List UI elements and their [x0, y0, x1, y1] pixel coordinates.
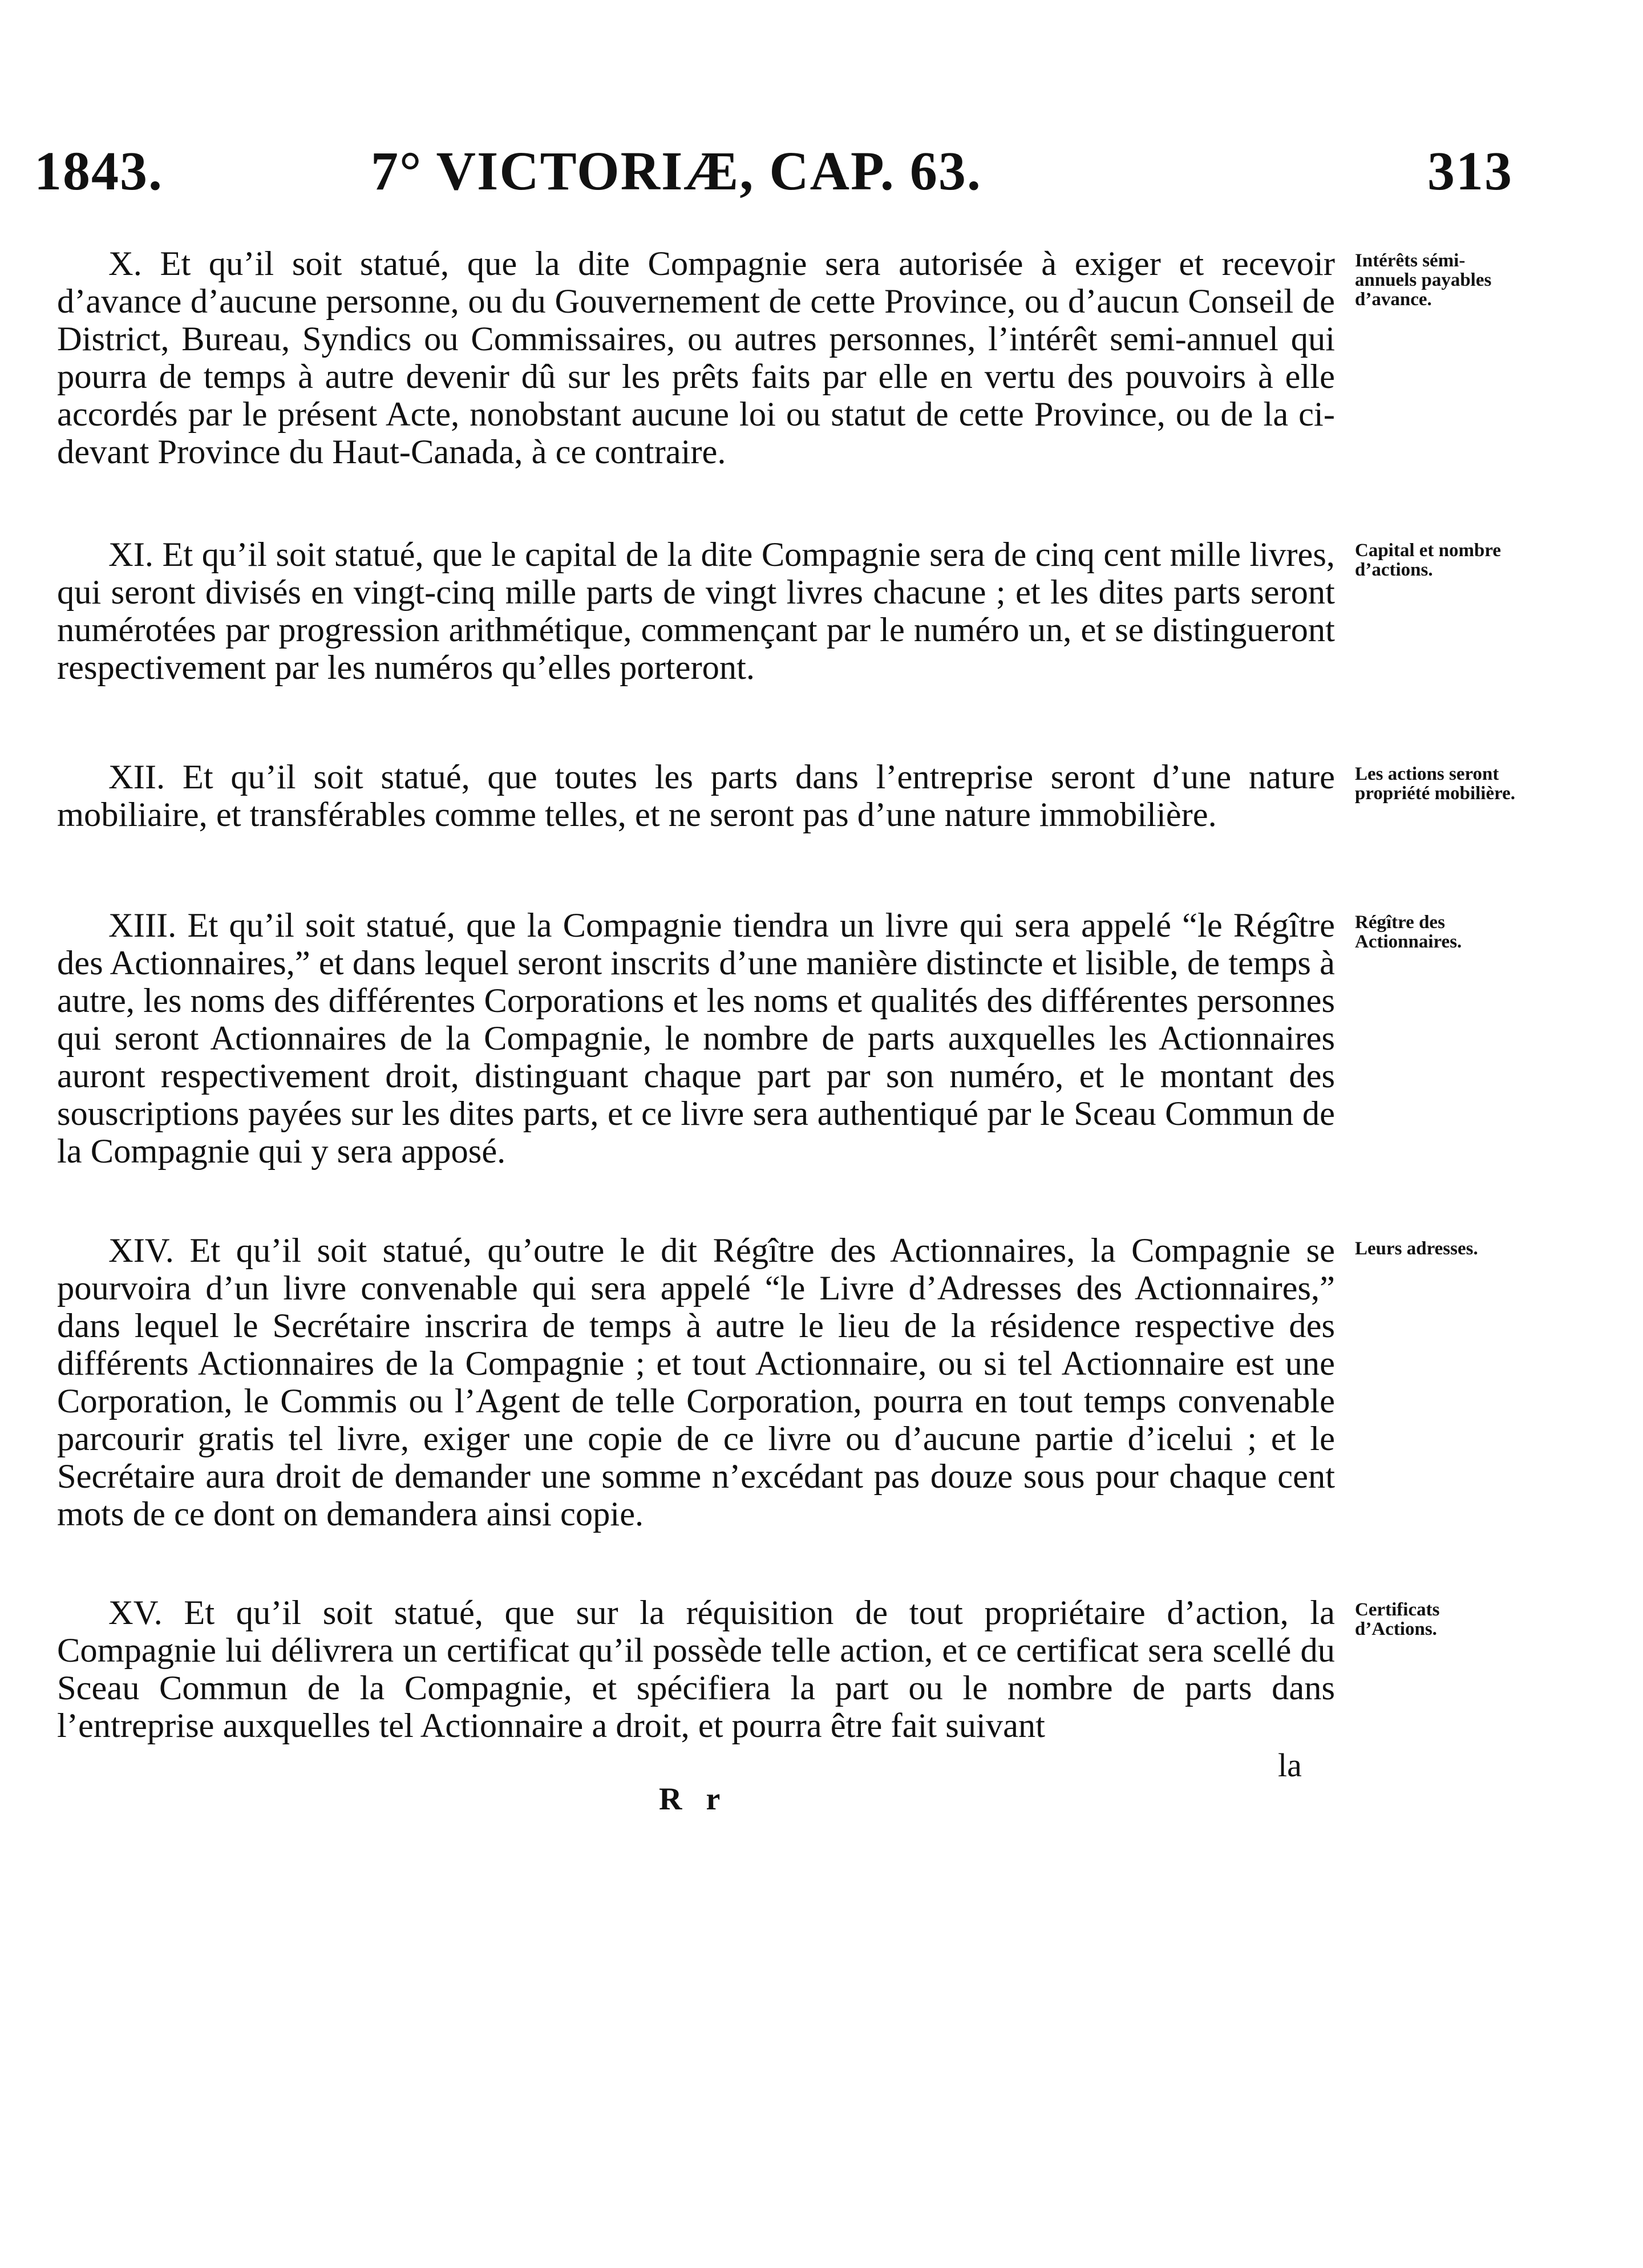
- section-text: Et qu’il soit statué, qu’outre le dit Régître des Actionnaires, la Compagnie se pourvoira d’un livre convenable qui sera appelé “le Livre d’Adresses des Actionnaires,” dans lequel le Secrétaire inscrira de temps à autre le lieu de la résidence respective des différents Actionnaires de la Compagnie ; et tout Actionnaire, ou si tel Actionnaire est une Corporation, le Commis ou l’Agent de telle Corporation, pourra en tout temps convenable parcourir gratis tel livre, exiger une copie de ce livre ou d’aucune partie d’icelui ; et le Secrétaire aura droit de demander une somme n’excédant pas douze sous pour chaque cent mots de ce dont on demandera ainsi copie.: [57, 1232, 1336, 1533]
- section-text: Et qu’il soit statué, que la dite Compagnie sera autorisée à exiger et recevoir d’avance d’aucune personne, ou du Gouvernement de cette Province, ou d’aucun Conseil de District, Bureau, Syndics ou Commissaires, ou autres personnes, l’intérêt semi-annuel qui pourra de temps à autre devenir dû sur les prêts faits par elle en vertu des pouvoirs à elle accordés par le présent Acte, nonobstant aucune loi ou statut de cette Province, ou de la ci-devant Province du Haut-Canada, à ce contraire.: [57, 245, 1336, 471]
- section-paragraph: [57, 536, 1335, 687]
- section-paragraph: [57, 759, 1335, 834]
- section-paragraph: [57, 907, 1335, 1171]
- section-paragraph: [57, 1232, 1335, 1533]
- section-xv: [57, 1594, 1335, 1745]
- section-number: XI.: [108, 536, 153, 574]
- catchword: la: [1278, 1747, 1302, 1784]
- section-text: Et qu’il soit statué, que sur la réquisition de tout propriétaire d’action, la Compagnie lui délivrera un certificat qu’il possède telle action, et ce certificat sera scellé du Sceau Commun de la Compagnie, et spécifiera la part ou le nombre de parts dans l’entreprise auxquelles tel Actionnaire a droit, et pourra être fait suivant: [57, 1594, 1335, 1745]
- margin-note: Régître des Actionnaires.: [1355, 912, 1462, 952]
- margin-note: Les actions seront propriété mobilière.: [1355, 764, 1516, 804]
- section-xi: [57, 536, 1335, 687]
- section-paragraph: [57, 1594, 1335, 1745]
- section-xiv: [57, 1232, 1335, 1533]
- margin-note: Leurs adresses.: [1355, 1238, 1478, 1259]
- section-paragraph: [57, 245, 1335, 471]
- section-text: Et qu’il soit statué, que toutes les parts dans l’entreprise seront d’une nature mobiliaire, et transférables comme telles, et ne seront pas d’une nature immobilière.: [57, 758, 1336, 834]
- page-number: 313: [1427, 140, 1513, 201]
- section-xiii: [57, 907, 1335, 1171]
- margin-note: Intérêts sémi-annuels payables d’avance.: [1355, 250, 1492, 310]
- margin-note: Certificats d’Actions.: [1355, 1599, 1440, 1639]
- section-number: X.: [108, 245, 142, 283]
- section-number: XIII.: [108, 906, 177, 945]
- running-header: [0, 131, 1643, 211]
- margin-note: Capital et nombre d’actions.: [1355, 540, 1502, 580]
- section-number: XIV.: [108, 1232, 174, 1270]
- signature-mark: R r: [659, 1781, 729, 1817]
- section-number: XII.: [108, 758, 165, 796]
- section-x: [57, 245, 1335, 471]
- section-xii: [57, 759, 1335, 834]
- section-text: Et qu’il soit statué, que le capital de la dite Compagnie sera de cinq cent mille livres, qui seront divisés en vingt-cinq mille parts de vingt livres chacune ; et les dites parts seront numérotées par progression arithmétique, commençant par le numéro un, et se distingueront respectivement par les numéros qu’elles porteront.: [57, 536, 1335, 687]
- section-number: XV.: [108, 1594, 163, 1632]
- header-year: 1843.: [34, 140, 163, 201]
- header-title: 7° VICTORIÆ, CAP. 63.: [371, 140, 982, 201]
- section-text: Et qu’il soit statué, que la Compagnie tiendra un livre qui sera appelé “le Régître des Actionnaires,” et dans lequel seront inscrits d’une manière distincte et lisible, de temps à autre, les noms des différentes Corporations et les noms et qualités des différentes personnes qui seront Actionnaires de la Compagnie, le nombre de parts auxquelles les Actionnaires auront respectivement droit, distinguant chaque part par son numéro, et le montant des souscriptions payées sur les dites parts, et ce livre sera authentiqué par le Sceau Commun de la Compagnie qui y sera apposé.: [57, 906, 1336, 1171]
